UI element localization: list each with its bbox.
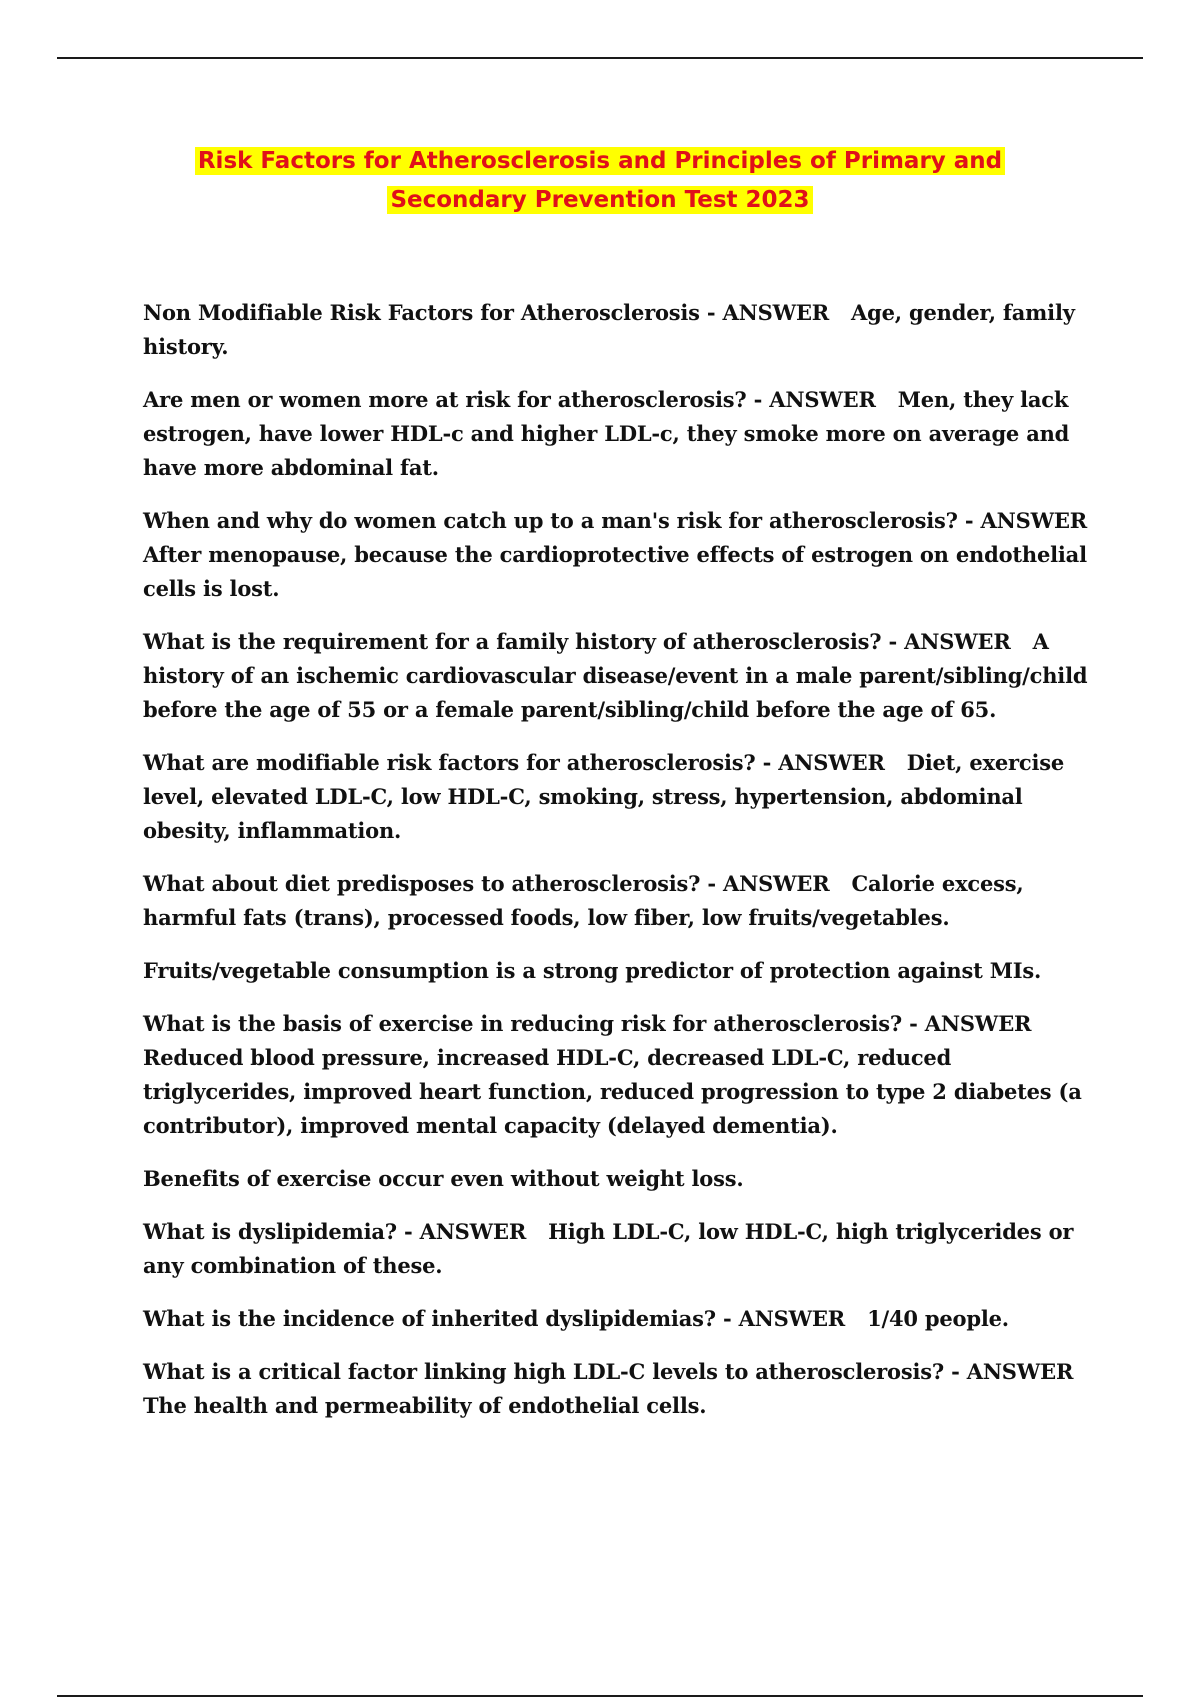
- answer-text: After menopause, because the cardioprotective effects of estrogen on endothelial cells is lost.: [143, 542, 1087, 601]
- answer-text: A history of an ischemic cardiovascular disease/event in a male parent/sibling/child before the age of 55 or a female parent/sibling/child before the age of 65.: [143, 629, 1088, 722]
- answer-text: The health and permeability of endothelial cells.: [143, 1393, 707, 1418]
- qa-entry-3: [143, 504, 1088, 606]
- title-line-2: Secondary Prevention Test 2023: [387, 186, 812, 214]
- qa-entry-8: [143, 1007, 1088, 1143]
- question-text: What is the basis of exercise in reducing risk for atherosclerosis? - ANSWER: [143, 1011, 1032, 1036]
- answer-text: Age, gender, family history.: [143, 300, 1075, 359]
- question-text: What is dyslipidemia? - ANSWER: [143, 1219, 527, 1244]
- question-text: What is the requirement for a family history of atherosclerosis? - ANSWER: [143, 629, 1011, 654]
- answer-text: Diet, exercise level, elevated LDL-C, low HDL-C, smoking, stress, hypertension, abdominal obesity, inflammation.: [143, 750, 1065, 843]
- title-line-1: Risk Factors for Atherosclerosis and Principles of Primary and: [195, 147, 1005, 175]
- qa-entry-2: [143, 383, 1088, 485]
- note-text: Fruits/vegetable consumption is a strong predictor of protection against MIs.: [143, 958, 1042, 983]
- qa-entry-5: [143, 746, 1088, 848]
- question-text: What are modifiable risk factors for atherosclerosis? - ANSWER: [143, 750, 885, 775]
- answer-text: 1/40 people.: [867, 1306, 1009, 1331]
- qa-entry-4: [143, 625, 1088, 727]
- document-title: [100, 142, 1100, 220]
- question-text: What is the incidence of inherited dyslipidemias? - ANSWER: [143, 1306, 846, 1331]
- qa-entry-11: [143, 1302, 1088, 1336]
- qa-entry-12: [143, 1355, 1088, 1423]
- note-text: Benefits of exercise occur even without weight loss.: [143, 1166, 744, 1191]
- question-text: What about diet predisposes to atherosclerosis? - ANSWER: [143, 871, 830, 896]
- question-text: Non Modifiable Risk Factors for Atherosclerosis - ANSWER: [143, 300, 830, 325]
- answer-text: Calorie excess, harmful fats (trans), processed foods, low fiber, low fruits/vegetables.: [143, 871, 1024, 930]
- qa-entry-6: [143, 867, 1088, 935]
- top-rule: [57, 57, 1143, 59]
- question-text: Are men or women more at risk for atherosclerosis? - ANSWER: [143, 387, 876, 412]
- bottom-rule: [57, 1695, 1143, 1697]
- qa-list: [143, 296, 1088, 1442]
- question-text: What is a critical factor linking high LDL-C levels to atherosclerosis? - ANSWER: [143, 1359, 1074, 1384]
- qa-entry-1: [143, 296, 1088, 364]
- answer-text: Reduced blood pressure, increased HDL-C, decreased LDL-C, reduced triglycerides, improved heart function, reduced progression to type 2 diabetes (a contributor), improved mental capacity (delayed dementia).: [143, 1045, 1082, 1138]
- note-fruits: [143, 954, 1088, 988]
- answer-text: Men, they lack estrogen, have lower HDL-c and higher LDL-c, they smoke more on average and have more abdominal fat.: [143, 387, 1070, 480]
- question-text: When and why do women catch up to a man's risk for atherosclerosis? - ANSWER: [143, 508, 1088, 533]
- qa-entry-10: [143, 1215, 1088, 1283]
- note-exercise: [143, 1162, 1088, 1196]
- answer-text: High LDL-C, low HDL-C, high triglycerides or any combination of these.: [143, 1219, 1074, 1278]
